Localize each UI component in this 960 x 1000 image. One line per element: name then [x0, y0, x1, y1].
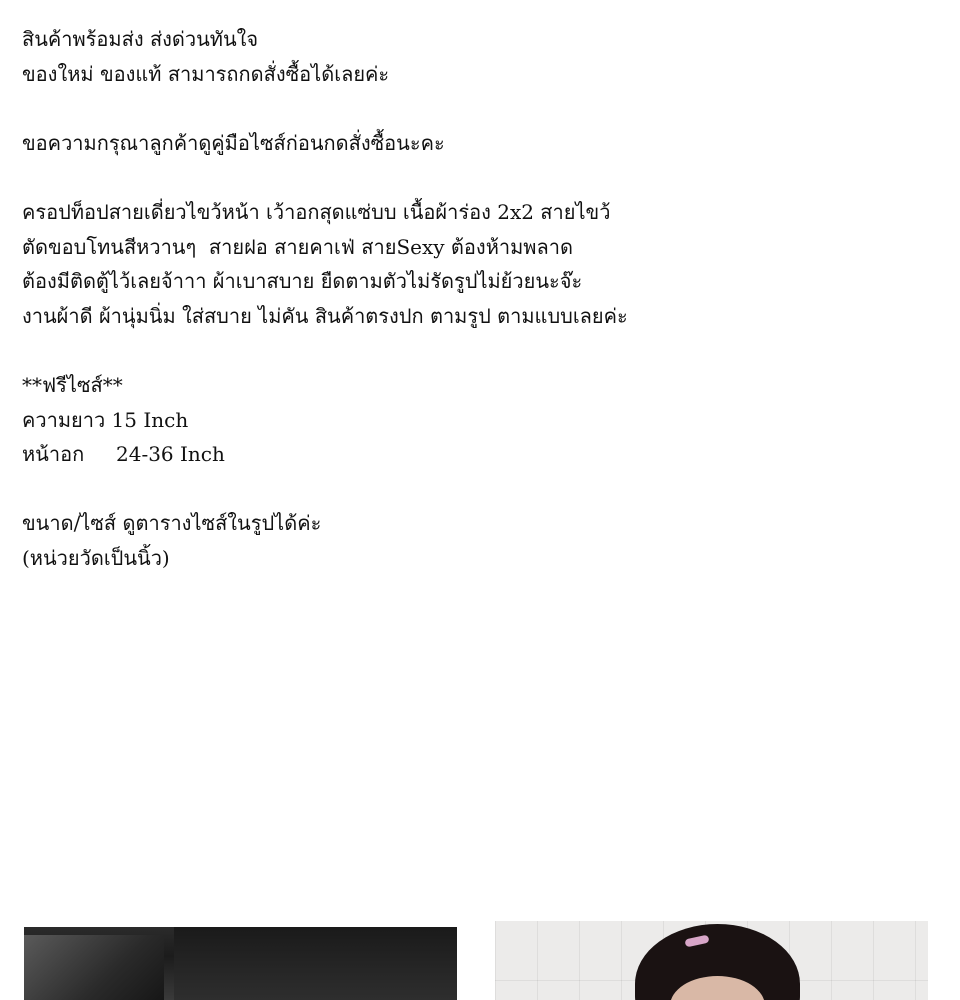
product-photo-left[interactable]	[24, 927, 457, 1000]
product-detail-line-4: งานผ้าดี ผ้านุ่มนิ่ม ใส่สบาย ไม่คัน สินค้าตรงปก ตามรูป ตามแบบเลยค่ะ	[22, 303, 628, 328]
spacer	[22, 333, 922, 368]
product-detail-line-2: ตัดขอบโทนสีหวานๆ สายฝอ สายคาเฟ่ สายSexy ต้องห้ามพลาด	[22, 234, 573, 259]
size-guide-request-text: ขอความกรุณาลูกค้าดูคู่มือไซส์ก่อนกดสั่งซื้อนะคะ	[22, 130, 445, 155]
free-size-label: **ฟรีไซส์**	[22, 372, 123, 397]
spacer	[22, 472, 922, 507]
product-photo-right[interactable]	[495, 921, 928, 1000]
spacer	[22, 91, 922, 126]
new-genuine-text: ของใหม่ ของแท้ สามารถกดสั่งซื้อได้เลยค่ะ	[22, 61, 390, 86]
length-spec: ความยาว 15 Inch	[22, 407, 189, 432]
product-detail-line-1: ครอปท็อปสายเดี่ยวไขว้หน้า เว้าอกสุดแซ่บบ เนื้อผ้าร่อง 2x2 สายไขว้	[22, 199, 611, 224]
ready-to-ship-text: สินค้าพร้อมส่ง ส่งด่วนทันใจ	[22, 27, 259, 51]
size-chart-note: ขนาด/ไซส์ ดูตารางไซส์ในรูปได้ค่ะ	[22, 511, 322, 536]
photo-background-shape	[24, 935, 164, 1000]
spacer	[22, 160, 922, 195]
photo-background-shape	[174, 927, 457, 1000]
chest-spec: หน้าอก 24-36 Inch	[22, 442, 225, 467]
product-detail-line-3: ต้องมีติดตู้ไว้เลยจ้าาา ผ้าเบาสบาย ยืดตามตัวไม่รัดรูปไม่ย้วยนะจ๊ะ	[22, 269, 583, 294]
unit-note: (หน่วยวัดเป็นนิ้ว)	[22, 545, 170, 570]
product-description	[22, 22, 922, 576]
